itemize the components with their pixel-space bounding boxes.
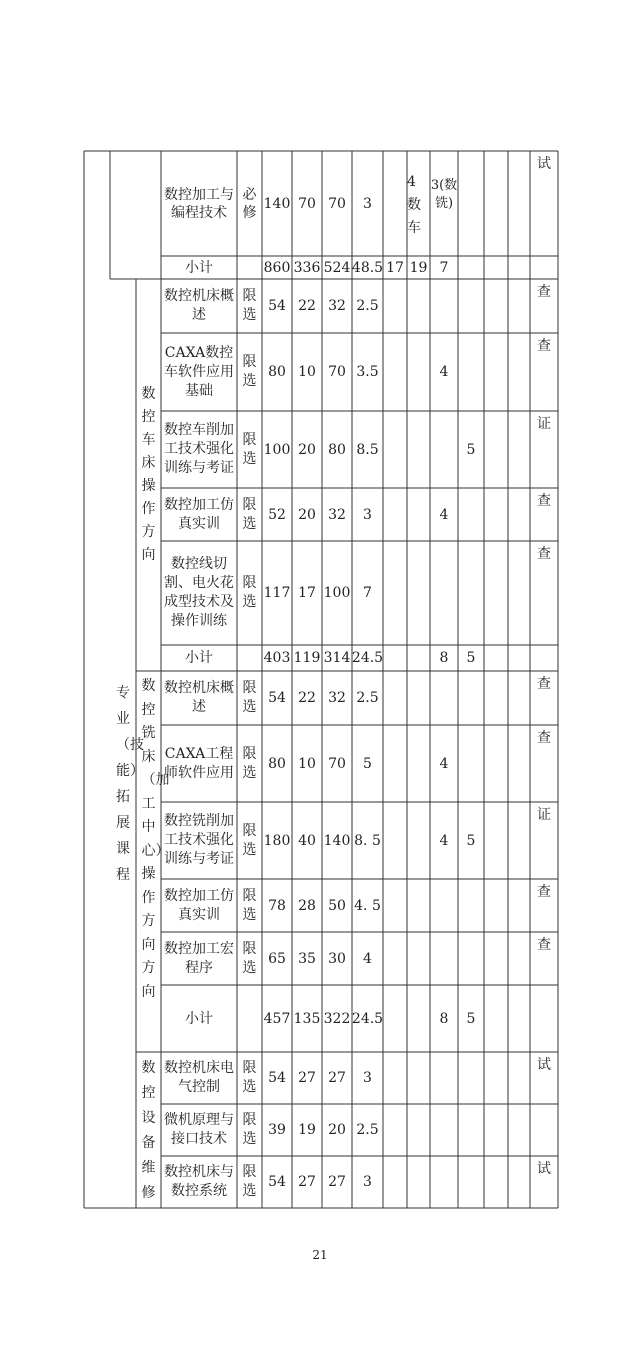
theory-hours: 20	[298, 441, 316, 458]
course-name: 数控加工宏程序	[164, 940, 234, 976]
course-name: CAXA工程师软件应用	[164, 745, 234, 781]
exam-type: 证	[537, 416, 551, 432]
practice-hours: 20	[328, 1122, 346, 1138]
sem6-hours	[430, 932, 458, 985]
theory-hours: 27	[298, 1174, 316, 1190]
course-type: 限选	[242, 887, 257, 923]
practice-hours: 27	[328, 1174, 346, 1190]
sem6-hours: 4	[439, 364, 449, 380]
subtotal-practice: 322	[323, 1010, 351, 1027]
subtotal-theory: 336	[293, 259, 321, 276]
total-hours: 54	[268, 1174, 286, 1190]
exam-type: 试	[537, 1161, 551, 1177]
practice-hours: 70	[328, 364, 346, 380]
theory-hours: 28	[298, 897, 316, 914]
sem7-hours	[458, 725, 484, 802]
exam-type: 证	[537, 807, 551, 823]
sem6-hours	[430, 541, 458, 645]
subtotal-sem6: 8	[439, 650, 449, 666]
exam-type: 查	[537, 493, 551, 509]
subtotal-total: 860	[263, 259, 291, 276]
sem6-hours: 4	[439, 506, 449, 523]
course-name: 数控加工仿真实训	[164, 887, 234, 923]
course-name: 数控加工与编程技术	[164, 186, 234, 221]
subtotal-label: 小计	[185, 650, 213, 666]
course-type: 限选	[242, 575, 257, 610]
credit: 2.5	[356, 1122, 379, 1138]
total-hours: 39	[268, 1122, 286, 1138]
course-name: 数控机床与数控系统	[164, 1164, 234, 1199]
sem7-hours	[458, 333, 484, 411]
practice-hours: 32	[328, 506, 346, 523]
practice-hours: 32	[328, 690, 346, 706]
subtotal-sem6: 8	[439, 1010, 449, 1027]
total-hours: 78	[268, 897, 286, 914]
total-hours: 180	[263, 832, 291, 849]
course-name: 数控机床概述	[164, 288, 234, 323]
course-type: 限选	[242, 1060, 257, 1095]
subtotal-practice: 524	[323, 259, 351, 276]
course-type: 必修	[242, 186, 257, 221]
sem6-hours	[430, 279, 458, 333]
total-hours: 100	[263, 441, 291, 458]
theory-hours: 27	[298, 1070, 316, 1086]
credit: 3	[363, 1070, 372, 1086]
course-name: 数控机床概述	[164, 680, 234, 715]
total-hours: 54	[268, 1070, 286, 1086]
subtotal-theory: 119	[293, 650, 321, 666]
page-number: 21	[312, 1248, 328, 1262]
practice-hours: 70	[328, 755, 346, 772]
category-label	[110, 279, 144, 1208]
total-hours: 52	[268, 506, 286, 523]
subtotal-credit: 48.5	[351, 259, 384, 276]
sem7-hours	[458, 488, 484, 541]
exam-type: 查	[537, 884, 551, 900]
exam-type	[530, 1104, 558, 1156]
credit: 3.5	[356, 364, 379, 380]
practice-hours: 32	[328, 298, 346, 314]
subtotal-sem7: 5	[466, 1010, 476, 1027]
exam-type: 试	[537, 1057, 551, 1073]
direction-mill-label	[136, 671, 170, 1052]
direction-lathe-text: 数控车床操作方向	[141, 386, 156, 563]
credit: 7	[363, 585, 372, 601]
practice-hours: 80	[328, 441, 346, 458]
total-hours: 54	[268, 298, 286, 314]
subtotal-practice: 314	[323, 650, 351, 666]
direction-lathe-label	[136, 279, 161, 671]
subtotal-sem6: 7	[439, 259, 449, 276]
sem5-text: 数车	[407, 197, 421, 236]
theory-hours: 40	[298, 832, 316, 849]
subtotal-sem5: 19	[409, 259, 428, 276]
sem5-hours	[407, 151, 430, 256]
total-hours: 54	[268, 690, 286, 706]
course-type: 限选	[242, 1164, 257, 1199]
credit: 4	[363, 950, 372, 967]
total-hours: 65	[268, 950, 286, 967]
sem6-hours: 4	[439, 832, 449, 849]
credit: 8. 5	[354, 832, 381, 849]
practice-hours: 100	[323, 585, 351, 601]
exam-type: 查	[537, 730, 551, 746]
subtotal-label: 小计	[185, 259, 213, 276]
sem7-hours	[458, 541, 484, 645]
theory-hours: 10	[298, 364, 316, 380]
course-name: 数控车削加工技术强化训练与考证	[164, 422, 234, 476]
exam-type: 查	[537, 546, 551, 562]
total-hours: 80	[268, 755, 286, 772]
course-type: 限选	[242, 496, 257, 532]
sem7-hours	[458, 879, 484, 932]
course-type: 限选	[242, 354, 257, 389]
subtotal-credit: 24.5	[351, 1010, 384, 1027]
exam-type: 查	[537, 676, 551, 692]
sem7-hours: 5	[466, 832, 476, 849]
course-name: 数控机床电气控制	[164, 1060, 234, 1095]
sem5-digit: 4	[407, 174, 416, 190]
credit: 2.5	[356, 690, 379, 706]
course-type: 限选	[242, 822, 257, 858]
practice-hours: 30	[328, 950, 346, 967]
subtotal-sem7: 5	[466, 650, 476, 666]
theory-hours: 20	[298, 506, 316, 523]
direction-maint-text: 数控设备维修	[141, 1060, 156, 1201]
theory-hours: 35	[298, 950, 316, 967]
course-name: 微机原理与接口技术	[164, 1112, 234, 1147]
course-name: CAXA数控车软件应用基础	[164, 344, 234, 399]
subtotal-sem4: 17	[386, 259, 404, 276]
credit: 2.5	[356, 298, 379, 314]
credit: 3	[363, 506, 372, 523]
subtotal-total: 403	[263, 650, 291, 666]
credit: 4. 5	[354, 897, 381, 914]
practice-hours: 50	[328, 897, 346, 914]
theory-hours: 70	[298, 195, 316, 212]
sem7-hours	[458, 932, 484, 985]
course-type: 限选	[242, 288, 257, 323]
theory-hours: 22	[298, 690, 316, 706]
course-name: 数控加工仿真实训	[164, 496, 234, 532]
credit: 8.5	[356, 441, 379, 458]
subtotal-theory: 135	[293, 1010, 321, 1027]
category-text: 专业（技能）拓展课程	[116, 684, 144, 883]
sem6-hours	[430, 411, 458, 488]
course-type: 限选	[242, 1112, 257, 1147]
sem6-hours	[430, 879, 458, 932]
exam-type: 查	[537, 338, 551, 354]
subtotal-total: 457	[263, 1010, 291, 1027]
course-type: 限选	[242, 680, 257, 715]
total-hours: 117	[263, 585, 291, 601]
subtotal-credit: 24.5	[351, 650, 384, 666]
practice-hours: 27	[328, 1070, 346, 1086]
credit: 3	[363, 1174, 372, 1190]
course-name: 数控铣削加工技术强化训练与考证	[164, 813, 234, 867]
practice-hours: 140	[323, 832, 351, 849]
course-type: 限选	[242, 431, 257, 467]
sem6-hours: 3(数铣)	[430, 178, 458, 211]
credit: 5	[363, 755, 372, 772]
practice-hours: 70	[328, 195, 346, 212]
course-name: 数控线切割、电火花成型技术及操作训练	[164, 556, 234, 629]
course-type: 限选	[242, 940, 257, 976]
theory-hours: 19	[298, 1122, 316, 1138]
exam-type: 查	[537, 284, 551, 300]
course-type: 限选	[242, 745, 257, 781]
direction-mill-text: 数控铣床（加工中心）操作方向方向	[141, 678, 170, 1000]
total-hours: 140	[263, 195, 291, 212]
theory-hours: 10	[298, 755, 316, 772]
credit: 3	[363, 195, 372, 212]
exam-type: 试	[537, 156, 551, 172]
subtotal-label: 小计	[185, 1010, 213, 1027]
sem6-hours	[430, 671, 458, 725]
theory-hours: 17	[298, 585, 316, 601]
sem7-hours: 5	[466, 441, 476, 458]
theory-hours: 22	[298, 298, 316, 314]
sem7-hours	[458, 671, 484, 725]
sem6-hours: 4	[439, 755, 449, 772]
exam-type: 查	[537, 937, 551, 953]
direction-maint-label	[136, 1052, 161, 1208]
sem7-hours	[458, 279, 484, 333]
total-hours: 80	[268, 364, 286, 380]
